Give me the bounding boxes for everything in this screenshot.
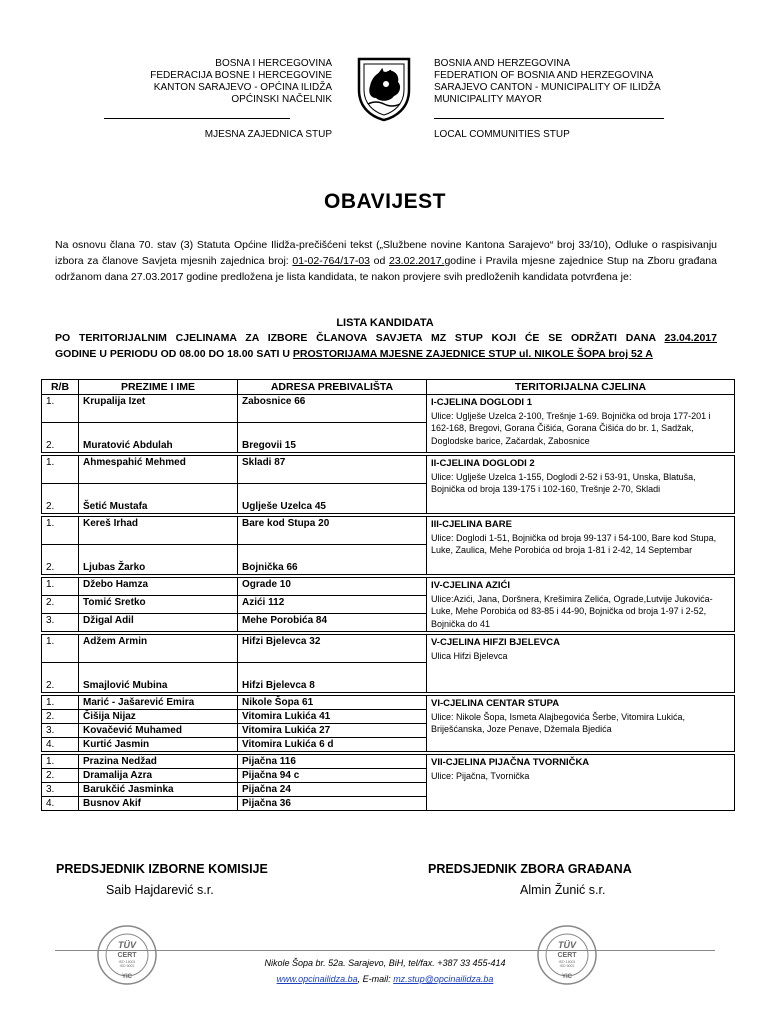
candidate-address: Azići 112 <box>238 596 427 614</box>
row-number: 2. <box>42 545 79 575</box>
candidate-name: Barukčić Jasminka <box>79 783 238 797</box>
header-right-line: FEDERATION OF BOSNIA AND HERZEGOVINA <box>434 70 654 81</box>
list-subtitle-1 <box>55 332 717 344</box>
row-number: 3. <box>42 783 79 797</box>
row-number: 1. <box>42 755 79 769</box>
candidate-name: Smajlović Mubina <box>79 663 238 693</box>
column-header: R/B <box>42 380 79 395</box>
candidates-table <box>41 379 735 811</box>
row-number: 2. <box>42 596 79 614</box>
candidates-table-body <box>42 395 735 811</box>
territorial-unit-streets: Ulice: Uglješe Uzelca 1-155, Doglodi 2-52 i 53-91, Unska, Blatuša, Bojnička od broja 139-175 i 102-160, Trešnje 2-70, Skladi <box>431 471 696 494</box>
table-row <box>42 456 735 484</box>
candidate-address: Nikole Šopa 61 <box>238 696 427 710</box>
seal-text: ISO 14001 <box>558 960 576 964</box>
table-row <box>42 696 735 710</box>
row-number: 1. <box>42 395 79 423</box>
candidate-address: Hifzi Bjelevca 32 <box>238 635 427 663</box>
territorial-unit <box>427 395 735 453</box>
seal-text: CERT <box>557 952 577 959</box>
seal-text: TÜV <box>118 940 136 950</box>
table-row <box>42 578 735 596</box>
signature-left-title: PREDSJEDNIK IZBORNE KOMISIJE <box>56 862 268 876</box>
table-row <box>42 755 735 769</box>
footer-address: Nikole Šopa br. 52a. Sarajevo, BiH, tel/fax. +387 33 455-414 <box>264 958 506 968</box>
row-number: 1. <box>42 517 79 545</box>
seal-text: YIC <box>561 974 573 980</box>
candidate-address: Ograde 10 <box>238 578 427 596</box>
table-row <box>42 517 735 545</box>
candidate-name: Muratović Abdulah <box>79 423 238 453</box>
territorial-unit-name: V-CJELINA HIFZI BJELEVCA <box>431 637 560 648</box>
candidate-name: Čišija Nijaz <box>79 710 238 724</box>
decision-number: 01-02-764/17-03 <box>292 255 371 267</box>
candidate-address: Bare kod Stupa 20 <box>238 517 427 545</box>
candidate-address: Skladi 87 <box>238 456 427 484</box>
header-right-line: MUNICIPALITY MAYOR <box>434 94 542 105</box>
document-title: OBAVIJEST <box>324 190 446 213</box>
candidate-address: Zabosnice 66 <box>238 395 427 423</box>
territorial-unit-name: IV-CJELINA AZIĆI <box>431 580 510 591</box>
decision-date: 23.02.2017. <box>388 255 445 267</box>
header-right-line: SARAJEVO CANTON - MUNICIPALITY OF ILIDŽA <box>434 82 661 93</box>
table-header-row <box>42 380 735 395</box>
candidate-address: Mehe Porobića 84 <box>238 614 427 632</box>
candidate-address: Uglješe Uzelca 45 <box>238 484 427 514</box>
header-right <box>434 58 694 106</box>
candidate-name: Dramalija Azra <box>79 769 238 783</box>
territorial-unit-name: VII-CJELINA PIJAČNA TVORNIČKA <box>431 757 590 768</box>
header-left-line: OPĆINSKI NAČELNIK <box>231 94 332 105</box>
row-number: 3. <box>42 724 79 738</box>
municipality-crest-icon <box>356 56 412 122</box>
territorial-unit-streets: Ulice: Nikole Šopa, Ismeta Alajbegovića Šerbe, Vitomira Lukića, Briješćanska, Joze Penave, Džemala Bjedića <box>431 711 685 734</box>
row-number: 2. <box>42 423 79 453</box>
header-left-line: KANTON SARAJEVO - OPĆINA ILIDŽA <box>153 82 332 93</box>
email-label: , E-mail: <box>357 974 394 984</box>
intro-part: godine i Pravila mjesne zajednice Stup na Zboru građana održanom dana 27.03.2017 godine predložena je lista kandidata, te nakon provjere svih predloženih kandidata potvrđena je: <box>55 255 717 283</box>
territorial-unit <box>427 696 735 752</box>
candidate-address: Pijačna 94 c <box>238 769 427 783</box>
header-divider-right <box>434 118 664 119</box>
territorial-unit <box>427 456 735 514</box>
list-subtitle-text: PO TERITORIJALNIM CJELINAMA ZA IZBORE ČLANOVA SAVJETA MZ STUP KOJI ĆE SE ODRŽATI DANA <box>55 332 665 344</box>
candidate-name: Ahmespahić Mehmed <box>79 456 238 484</box>
election-place: PROSTORIJAMA MJESNE ZAJEDNICE STUP ul. NIKOLE ŠOPA broj 52 A <box>292 348 653 360</box>
territorial-unit <box>427 635 735 693</box>
territorial-unit-streets: Ulice: Uglješe Uzelca 2-100, Trešnje 1-69. Bojnička od broja 177-201 i 162-168, Bregovi, Gorana Čišića, Gorana Čišića do br. 1, Sadžak, Doglodske barice, Začardak, Zabosnice <box>431 410 711 446</box>
row-number: 1. <box>42 456 79 484</box>
seal-text: CERT <box>117 952 137 959</box>
candidate-name: Kurtić Jasmin <box>79 738 238 752</box>
footer-contacts <box>0 974 770 984</box>
candidate-name: Prazina Nedžad <box>79 755 238 769</box>
territorial-unit <box>427 578 735 632</box>
candidate-address: Vitomira Lukića 6 d <box>238 738 427 752</box>
column-header: TERITORIJALNA CJELINA <box>427 380 735 395</box>
candidate-address: Bojnička 66 <box>238 545 427 575</box>
email-link[interactable]: mz.stup@opcinailidza.ba <box>393 974 494 984</box>
header-left-line: BOSNA I HERCEGOVINA <box>215 58 332 69</box>
intro-part: Na osnovu člana 70. stav (3) Statuta Općine Ilidža-prečišćeni tekst („Službene novine Kantona Sarajevo“ broj 33/10), Odluke o raspisivanju izbora za članove Savjeta mjesnih zajednica broj: <box>55 239 717 267</box>
seal-text: ISO 9001 <box>559 964 575 968</box>
intro-part: od <box>370 255 389 267</box>
candidate-address: Hifzi Bjelevca 8 <box>238 663 427 693</box>
header-right-line: BOSNIA AND HERZEGOVINA <box>434 58 571 69</box>
row-number: 3. <box>42 614 79 632</box>
list-title: LISTA KANDIDATA <box>336 317 434 329</box>
signature-right-title: PREDSJEDNIK ZBORA GRAĐANA <box>428 862 632 876</box>
candidate-name: Tomić Sretko <box>79 596 238 614</box>
candidate-address: Vitomira Lukića 27 <box>238 724 427 738</box>
territorial-unit-streets: Ulice:Azići, Jana, Doršnera, Krešimira Zelića, Ograde,Lutvije Jukovića-Luke, Mehe Porobića od 83-85 i 44-90, Bojnička od broja 1-97 i 2-52, Bojnička do 41 <box>431 593 713 629</box>
table-row <box>42 635 735 663</box>
seal-text: ISO 14001 <box>118 960 136 964</box>
column-header: ADRESA PREBIVALIŠTA <box>238 380 427 395</box>
territorial-unit <box>427 755 735 811</box>
candidate-name: Džigal Adil <box>79 614 238 632</box>
row-number: 2. <box>42 769 79 783</box>
candidate-address: Bregovii 15 <box>238 423 427 453</box>
territorial-unit-name: II-CJELINA DOGLODI 2 <box>431 458 535 469</box>
column-header: PREZIME I IME <box>79 380 238 395</box>
territorial-unit <box>427 517 735 575</box>
election-date: 23.04.2017 <box>664 332 717 344</box>
header-left-line: FEDERACIJA BOSNE I HERCEGOVINE <box>150 70 332 81</box>
territorial-unit-streets: Ulica Hifzi Bjelevca <box>431 650 508 661</box>
territorial-unit-name: I-CJELINA DOGLODI 1 <box>431 397 532 408</box>
list-subtitle-2 <box>55 348 717 360</box>
intro-paragraph <box>55 237 717 285</box>
candidate-name: Busnov Akif <box>79 797 238 811</box>
signature-left-name: Saib Hajdarević s.r. <box>106 883 214 897</box>
candidate-name: Ljubas Žarko <box>79 545 238 575</box>
candidate-name: Kereš Irhad <box>79 517 238 545</box>
candidate-address: Pijačna 24 <box>238 783 427 797</box>
seal-text: YIC <box>121 974 133 980</box>
territorial-unit-name: III-CJELINA BARE <box>431 519 512 530</box>
candidate-address: Pijačna 36 <box>238 797 427 811</box>
row-number: 1. <box>42 578 79 596</box>
seal-text: TÜV <box>558 940 576 950</box>
row-number: 4. <box>42 738 79 752</box>
row-number: 1. <box>42 696 79 710</box>
signature-right-name: Almin Žunić s.r. <box>520 883 606 897</box>
header-divider-left <box>104 118 290 119</box>
candidate-name: Kovačević Muhamed <box>79 724 238 738</box>
territorial-unit-streets: Ulice: Doglodi 1-51, Bojnička od broja 99-137 i 54-100, Bare kod Stupa, Luke, Zaulica, Mehe Porobića od broja 1-81 i 2-42, 14 Septembar <box>431 532 717 555</box>
territorial-unit-name: VI-CJELINA CENTAR STUPA <box>431 698 560 709</box>
candidate-name: Džebo Hamza <box>79 578 238 596</box>
candidate-address: Vitomira Lukića 41 <box>238 710 427 724</box>
row-number: 4. <box>42 797 79 811</box>
row-number: 2. <box>42 663 79 693</box>
row-number: 2. <box>42 710 79 724</box>
row-number: 1. <box>42 635 79 663</box>
local-unit-right: LOCAL COMMUNITIES STUP <box>434 129 570 140</box>
list-subtitle-text: GODINE U PERIODU OD 08.00 DO 18.00 SATI U <box>55 348 293 360</box>
website-link[interactable]: www.opcinailidza.ba <box>276 974 358 984</box>
candidate-name: Krupalija Izet <box>79 395 238 423</box>
table-row <box>42 395 735 423</box>
seal-text: ISO 9001 <box>119 964 135 968</box>
row-number: 2. <box>42 484 79 514</box>
header-left <box>100 58 332 106</box>
candidate-address: Pijačna 116 <box>238 755 427 769</box>
territorial-unit-streets: Ulice: Pijačna, Tvornička <box>431 770 530 781</box>
candidate-name: Marić - Jašarević Emira <box>79 696 238 710</box>
candidate-name: Adžem Armin <box>79 635 238 663</box>
local-unit-left: MJESNA ZAJEDNICA STUP <box>204 129 332 140</box>
candidate-name: Šetić Mustafa <box>79 484 238 514</box>
